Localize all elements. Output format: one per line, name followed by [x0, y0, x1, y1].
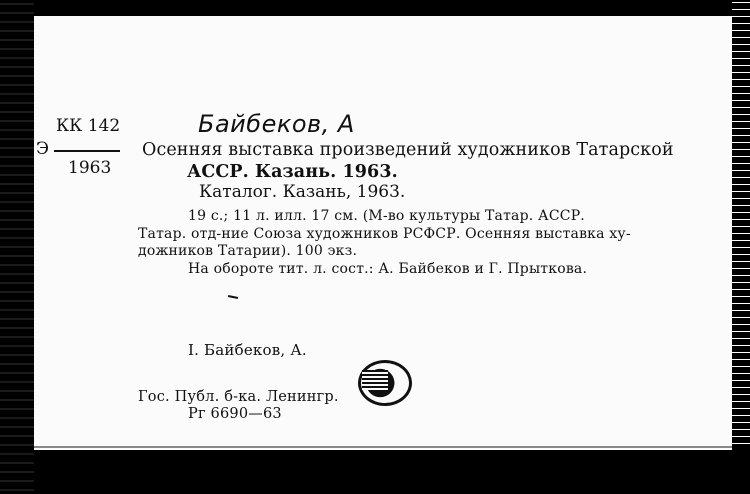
- call-number: КК 142: [56, 116, 121, 136]
- stamp-hatching: [362, 370, 388, 390]
- description-line-3: дожников Татарии). 100 экз.: [138, 243, 358, 259]
- author-mark: Э: [36, 139, 50, 159]
- year-line: 1963: [68, 158, 112, 178]
- title-line-2: АССР. Казань. 1963.: [187, 162, 398, 182]
- scan-border-bottom: [34, 450, 750, 494]
- subtitle: Каталог. Казань, 1963.: [199, 182, 406, 202]
- accession-number: Рг 6690—63: [188, 406, 282, 422]
- title-line-1: Осенняя выставка произведений художников Татарской: [142, 140, 674, 160]
- description-line-1: 19 с.; 11 л. илл. 17 см. (М-во культуры Татар. АССР.: [188, 208, 585, 224]
- scan-border-right: [732, 0, 750, 494]
- card-edge-line: [34, 446, 732, 448]
- call-number-divider: [54, 150, 120, 152]
- description-line-4: На обороте тит. л. сост.: А. Байбеков и Г. Прыткова.: [188, 261, 588, 277]
- description-line-2: Татар. отд-ние Союза художников РСФСР. Осенняя выставка ху-: [138, 226, 631, 242]
- tracing: I. Байбеков, А.: [188, 341, 307, 359]
- library-name: Гос. Публ. б-ка. Ленингр.: [138, 389, 339, 405]
- scan-border-left: [0, 0, 34, 494]
- handwritten-author: Байбеков, А: [198, 110, 355, 138]
